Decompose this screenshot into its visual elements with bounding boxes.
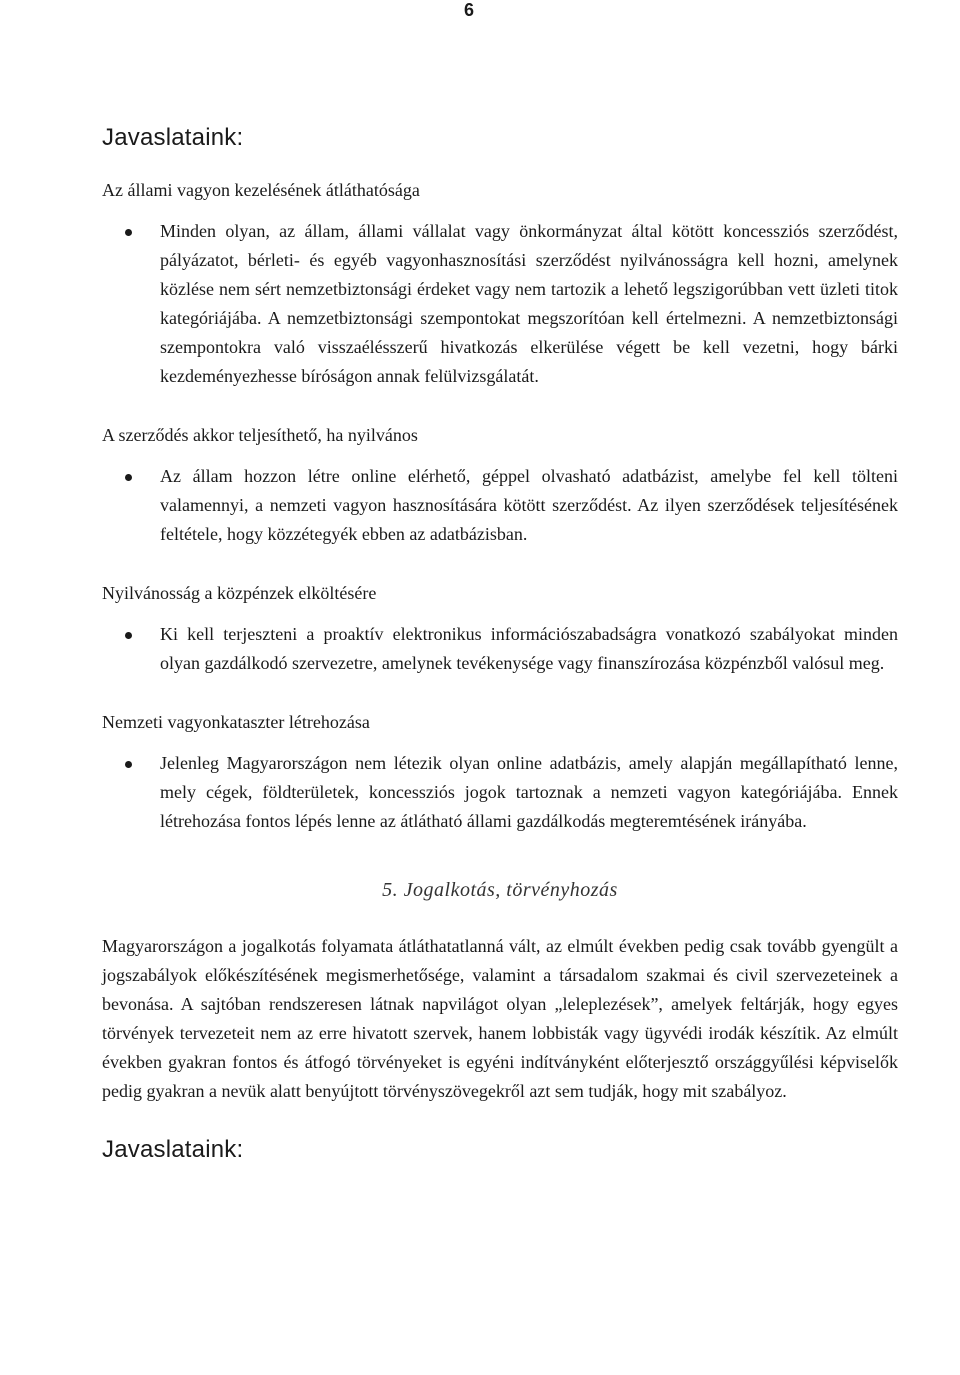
- bullet-text: Ki kell terjeszteni a proaktív elektronikus információszabadságra vonatkozó szabályokat minden olyan gazdálkodó szervezetre, amelynek tevékenysége vagy finanszírozása közpénzből valósul meg.: [160, 624, 898, 673]
- recommendations-heading-2: Javaslataink:: [102, 1136, 244, 1163]
- bullet-icon: [125, 761, 132, 768]
- bullet-item: [102, 217, 898, 391]
- bullet-text: Jelenleg Magyarországon nem létezik olyan online adatbázis, amely alapján megállapítható lenne, mely cégek, földterületek, koncessziós jogok tartoznak a nemzeti vagyon kategóriájába. Ennek létrehozása fontos lépés lenne az átlátható állami gazdálkodás megteremtésének irányába.: [160, 753, 898, 831]
- recommendations-heading: Javaslataink:: [102, 124, 244, 151]
- bullet-icon: [125, 474, 132, 481]
- bullet-item: [102, 749, 898, 836]
- subheading-state-asset-transparency: Az állami vagyon kezelésének átláthatósága: [102, 180, 420, 200]
- subheading-contract-publicity: A szerződés akkor teljesíthető, ha nyilvános: [102, 425, 418, 445]
- bullet-icon: [125, 229, 132, 236]
- bullet-item: [102, 620, 898, 678]
- subheading-asset-register: Nemzeti vagyonkataszter létrehozása: [102, 712, 370, 732]
- body-paragraph: Magyarországon a jogalkotás folyamata átláthatatlanná vált, az elmúlt években pedig csak tovább gyengült a jogszabályok előkészítésének megismerhetősége, valamint a társadalom szakmai és civil szervezeteinek a bevonása. A sajtóban rendszeresen látnak napvilágot olyan „leleplezések”, amelyek feltárják, hogy egyes törvények tervezeteit nem az erre hivatott szervek, hanem lobbisták vagy ügyvédi irodák készítik. Az elmúlt években gyakran fontos és átfogó törvényeket is egyéni indítványként előterjesztő országgyűlési képviselők pedig gyakran a nevük alatt benyújtott törvényszövegekről azt sem tudják, hogy mit szabályoz.: [102, 936, 898, 1101]
- bullet-text: Az állam hozzon létre online elérhető, géppel olvasható adatbázist, amelybe fel kell tölteni valamennyi, a nemzeti vagyon hasznosítására kötött szerződést. Az ilyen szerződések teljesítésének feltétele, hogy közzétegyék ebben az adatbázisban.: [160, 466, 898, 544]
- bullet-item: [102, 462, 898, 549]
- page-number: 6: [464, 0, 475, 20]
- document-body: [102, 124, 898, 1164]
- subheading-public-spending: Nyilvánosság a közpénzek elköltésére: [102, 583, 377, 603]
- bullet-text: Minden olyan, az állam, állami vállalat vagy önkormányzat által kötött koncessziós szerződést, pályázatot, bérleti- és egyéb vagyonhasznosítási szerződést nyilvánosságra kell hozni, amelynek közlése nem sért nemzetbiztonsági érdeket vagy nem tartozik a lehető legszigorúbban vett üzleti titok kategóriájába. A nemzetbiztonsági szempontokat megszorítóan kell értelmezni. A nemzetbiztonsági szempontokra való visszaélésszerű hivatkozás elkerülése végett be kell vezetni, hogy bárki kezdeményezhesse bíróságon annak felülvizsgálatát.: [160, 221, 898, 386]
- bullet-icon: [125, 632, 132, 639]
- section-title: 5. Jogalkotás, törvényhozás: [382, 879, 618, 901]
